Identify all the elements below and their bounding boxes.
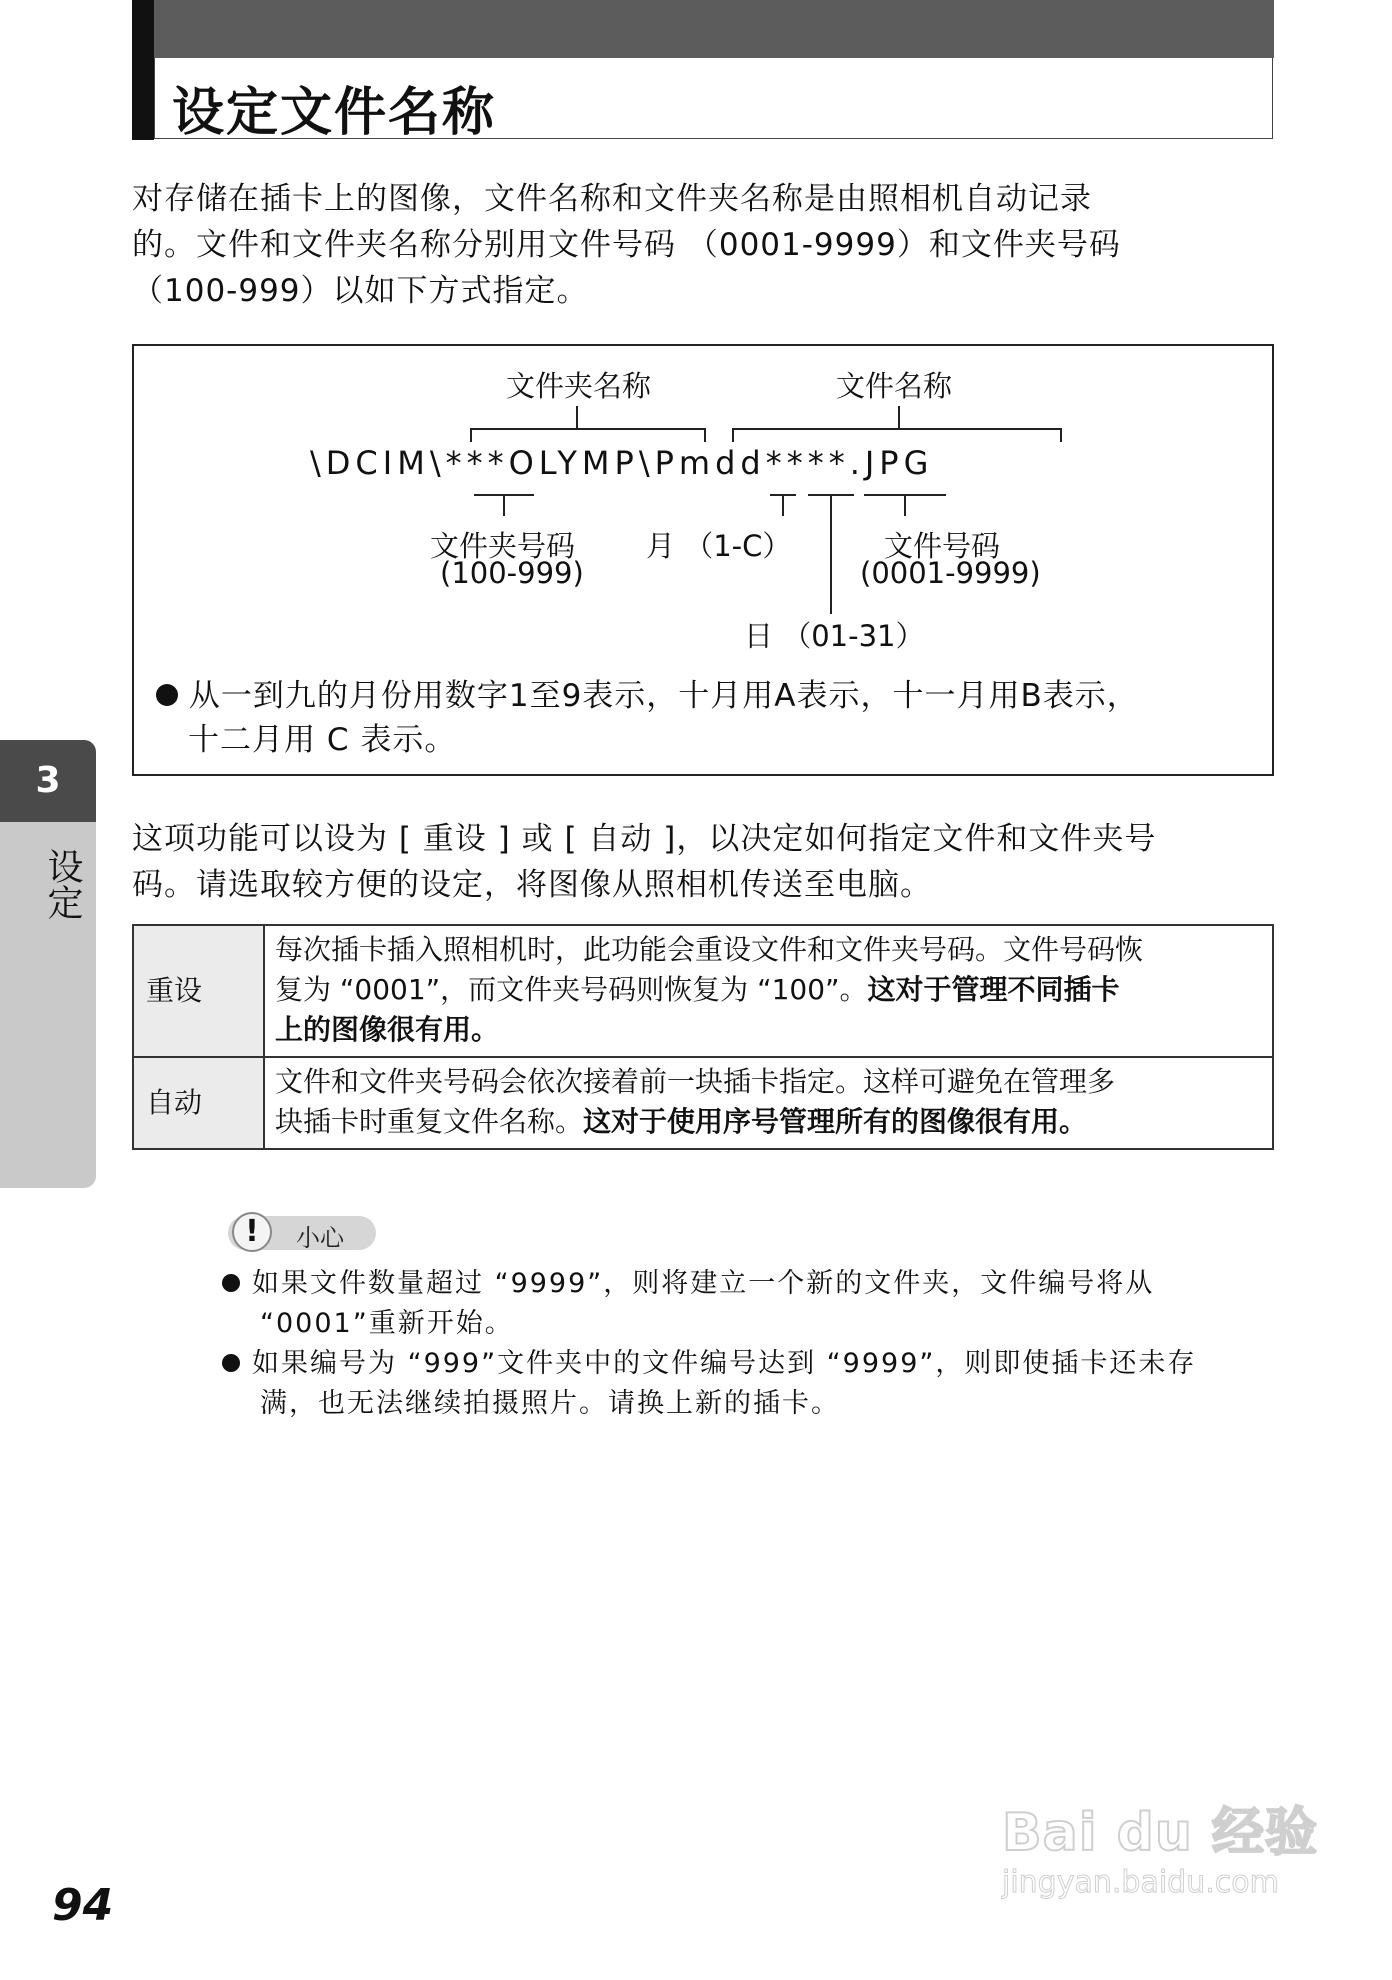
watermark-brand: Bai du 经验 [1002, 1803, 1318, 1863]
table-row [133, 925, 1273, 1057]
file-name-bracket [732, 428, 1062, 430]
folder-number-bracket [503, 494, 505, 516]
folder-name-bracket [470, 428, 706, 430]
list-item [222, 1344, 1196, 1424]
intro-line: 对存储在插卡上的图像，文件名称和文件夹名称是由照相机自动记录 [132, 181, 1092, 217]
file-number-bracket [904, 494, 906, 516]
month-encoding-note [156, 674, 1139, 762]
file-number-label: 文件号码 [884, 529, 1001, 563]
page-number: 94 [52, 1880, 114, 1931]
title-accent-bar [132, 0, 154, 140]
description-line [275, 1102, 1262, 1142]
note-line: 如果文件数量超过 “9999”，则将建立一个新的文件夹，文件编号将从 [252, 1268, 1155, 1299]
file-name-bracket [1060, 428, 1062, 442]
setting-description [264, 925, 1273, 1057]
note-line: 十二月用 C 表示。 [188, 722, 457, 758]
file-number-range: (0001-9999) [860, 556, 1041, 590]
description-line: 每次插卡插入照相机时，此功能会重设文件和文件夹号码。文件号码恢 [275, 933, 1144, 966]
function-line: 这项功能可以设为 [ 重设 ] 或 [ 自动 ]，以决定如何指定文件和文件夹号 [132, 821, 1157, 857]
file-name-bracket [732, 428, 734, 442]
function-paragraph [132, 816, 1156, 908]
note-line: “0001”重新开始。 [260, 1308, 514, 1339]
description-emphasis: 这对于使用序号管理所有的图像很有用。 [583, 1105, 1088, 1138]
table-row [133, 1057, 1273, 1149]
list-item [222, 1264, 1196, 1344]
title-bar [132, 0, 1274, 58]
bullet-icon [222, 1354, 240, 1372]
folder-number-label: 文件夹号码 [430, 529, 576, 563]
folder-name-bracket [576, 406, 578, 428]
folder-name-bracket [704, 428, 706, 442]
function-line: 码。请选取较方便的设定，将图像从照相机传送至电脑。 [132, 867, 932, 903]
file-name-bracket [898, 406, 900, 428]
description-line: 文件和文件夹号码会依次接着前一块插卡指定。这样可避免在管理多 [275, 1065, 1116, 1098]
chapter-number-text: 3 [35, 760, 61, 801]
file-path: \DCIM\***OLYMP\Pmdd****.JPG [310, 444, 934, 482]
note-line: 从一到九的月份用数字1至9表示，十月用A表示，十一月用B表示， [188, 678, 1139, 714]
intro-line: 的。文件和文件夹名称分别用文件号码 （0001-9999）和文件夹号码 [132, 227, 1121, 263]
description-emphasis: 上的图像很有用。 [275, 1013, 500, 1046]
note-line: 如果编号为 “999”文件夹中的文件编号达到 “9999”，则即使插卡还未存 [252, 1348, 1197, 1379]
description-text: 复为 “0001”，而文件夹号码则恢复为 “100”。 [275, 973, 868, 1006]
folder-number-range: (100-999) [440, 556, 584, 590]
month-label: 月 （1-C） [646, 529, 792, 563]
folder-name-label: 文件夹名称 [506, 369, 652, 403]
chapter-label [40, 848, 83, 931]
intro-line: （100-999）以如下方式指定。 [132, 273, 589, 309]
watermark [1002, 1790, 1322, 1920]
setting-description [264, 1057, 1273, 1149]
page-title: 设定文件名称 [172, 83, 497, 143]
setting-label: 自动 [133, 1057, 264, 1149]
folder-name-bracket [470, 428, 472, 442]
description-line [275, 1010, 1262, 1050]
day-bracket [830, 494, 832, 614]
bullet-icon [156, 684, 178, 706]
setting-label: 重设 [133, 925, 264, 1057]
caution-label: 小心 [296, 1224, 344, 1252]
caution-notes [222, 1264, 1196, 1424]
note-line: 满，也无法继续拍摄照片。请换上新的插卡。 [260, 1388, 840, 1419]
bullet-icon [222, 1274, 240, 1292]
month-bracket [782, 494, 784, 516]
description-emphasis: 这对于管理不同插卡 [867, 973, 1120, 1006]
settings-table [132, 924, 1274, 1150]
intro-paragraph [132, 176, 1121, 314]
chapter-number [0, 740, 96, 822]
description-line [275, 970, 1262, 1010]
chapter-label-text: 设定 [42, 848, 83, 920]
day-label: 日 （01-31） [744, 619, 925, 653]
watermark-url: jingyan.baidu.com [1002, 1865, 1279, 1900]
file-name-label: 文件名称 [836, 369, 953, 403]
exclamation-icon: ! [232, 1212, 272, 1252]
description-text: 块插卡时重复文件名称。 [275, 1105, 584, 1138]
